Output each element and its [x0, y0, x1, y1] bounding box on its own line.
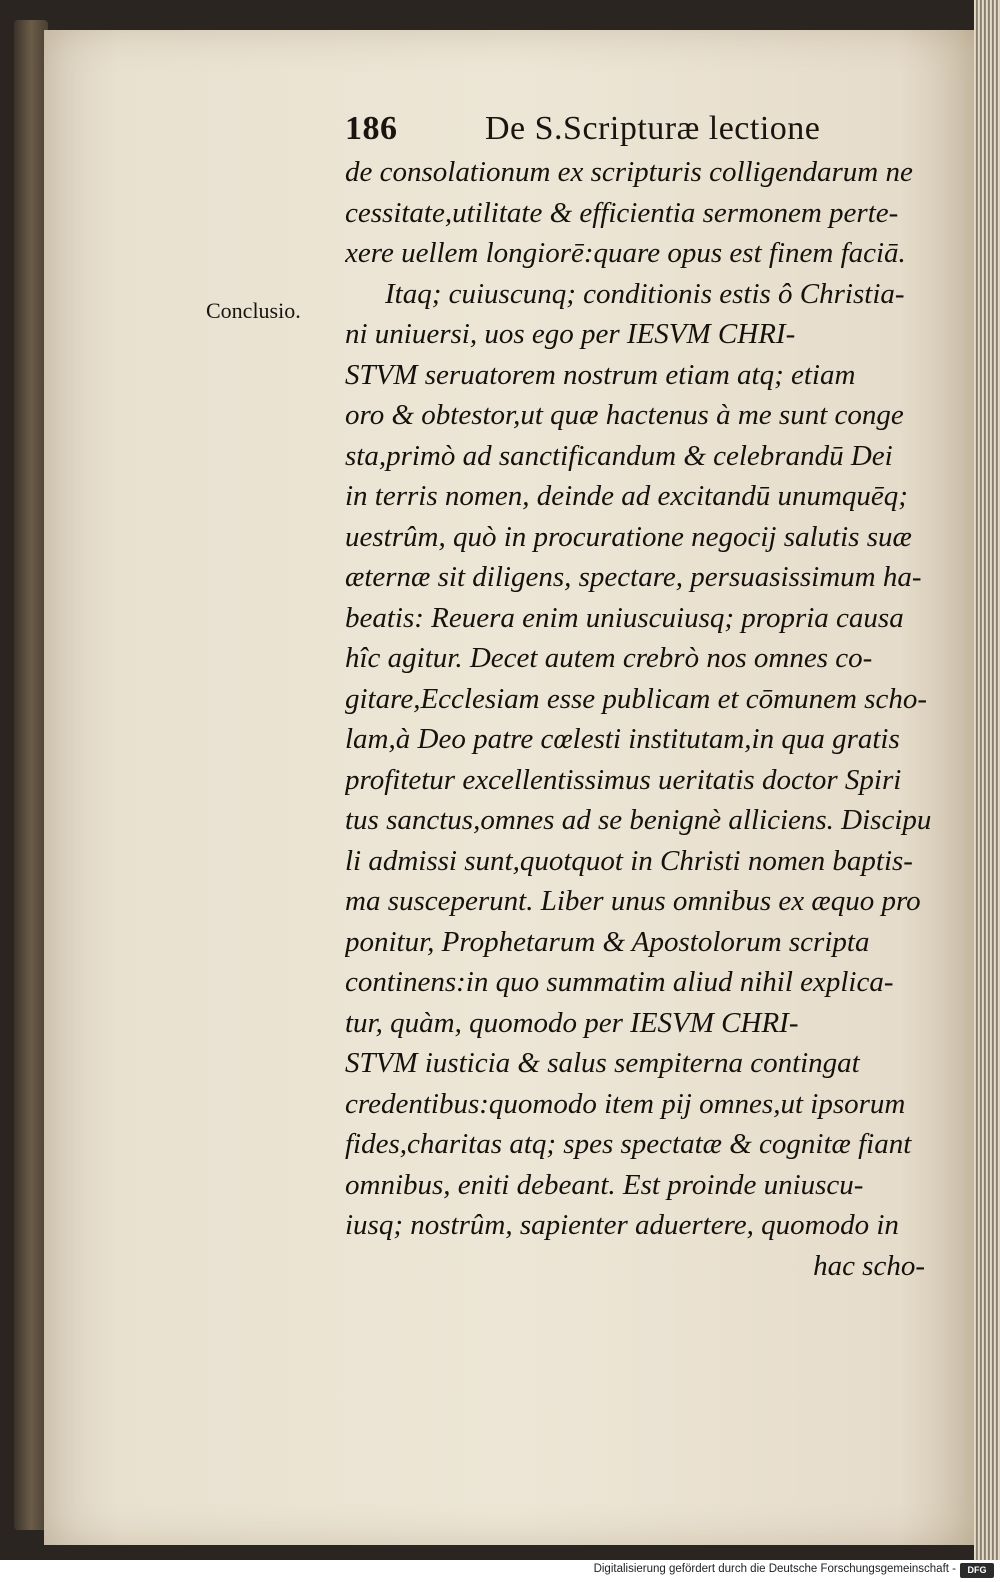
text-line: æternæ sit diligens, spectare, persuasissimum ha- — [345, 561, 922, 593]
text-line: de consolationum ex scripturis colligendarum ne — [345, 156, 913, 188]
running-title: De S.Scripturæ lectione — [485, 110, 821, 147]
text-line: STVM iusticia & salus sempiterna contingat — [345, 1047, 860, 1079]
dfg-logo-icon: DFG — [960, 1563, 994, 1578]
catchword: hac scho- — [813, 1249, 925, 1282]
body-text — [345, 152, 965, 1286]
text-line: hîc agitur. Decet autem crebrò nos omnes co- — [345, 642, 873, 674]
text-line: uestrûm, quò in procuratione negocij salutis suæ — [345, 520, 912, 553]
text-line: Itaq; cuiuscunq; conditionis estis ô Christia- — [385, 277, 905, 310]
margin-note: Conclusio. — [206, 298, 301, 323]
page-number: 186 — [345, 110, 398, 147]
text-line: profitetur excellentissimus ueritatis doctor Spiri — [345, 763, 902, 796]
text-line: in terris nomen, deinde ad excitandū unumquēq; — [345, 480, 908, 512]
text-line: oro & obtestor,ut quæ hactenus à me sunt conge — [345, 399, 904, 431]
text-line: iusq; nostrûm, sapienter aduertere, quomodo in — [345, 1209, 899, 1241]
text-line: gitare,Ecclesiam esse publicam et cōmunem scho- — [345, 682, 927, 715]
text-line: sta,primò ad sanctificandum & celebrandū Dei — [345, 439, 893, 472]
text-line: beatis: Reuera enim uniuscuiusq; propria causa — [345, 601, 904, 634]
text-line: lam,à Deo patre cœlesti institutam,in qua gratis — [345, 723, 900, 755]
text-line: xere uellem longiorē:quare opus est finem faciā. — [345, 237, 906, 269]
text-line: tur, quàm, quomodo per IESVM CHRI- — [345, 1006, 799, 1039]
book-spine-edge — [14, 20, 48, 1530]
digitization-footer — [0, 1560, 1000, 1582]
text-line: tus sanctus,omnes ad se benignè alliciens. Discipu — [345, 804, 932, 836]
text-line: credentibus:quomodo item pij omnes,ut ipsorum — [345, 1087, 906, 1120]
funding-credit: Digitalisierung gefördert durch die Deutsche Forschungsgemeinschaft - — [593, 1563, 956, 1575]
text-line: omnibus, eniti debeant. Est proinde uniuscu- — [345, 1168, 864, 1201]
page-header — [345, 110, 945, 156]
text-line: STVM seruatorem nostrum etiam atq; etiam — [345, 358, 856, 391]
text-line: li admissi sunt,quotquot in Christi nomen baptis- — [345, 844, 913, 877]
page-stack-edge — [974, 0, 1000, 1560]
text-line: fides,charitas atq; spes spectatæ & cognitæ fiant — [345, 1128, 912, 1160]
text-line: ni uniuersi, uos ego per IESVM CHRI- — [345, 318, 796, 350]
text-line: cessitate,utilitate & efficientia sermonem perte- — [345, 196, 899, 229]
text-line: ponitur, Prophetarum & Apostolorum scripta — [345, 925, 870, 958]
text-line: ma susceperunt. Liber unus omnibus ex æquo pro — [345, 885, 921, 917]
text-line: continens:in quo summatim aliud nihil explica- — [345, 966, 894, 998]
